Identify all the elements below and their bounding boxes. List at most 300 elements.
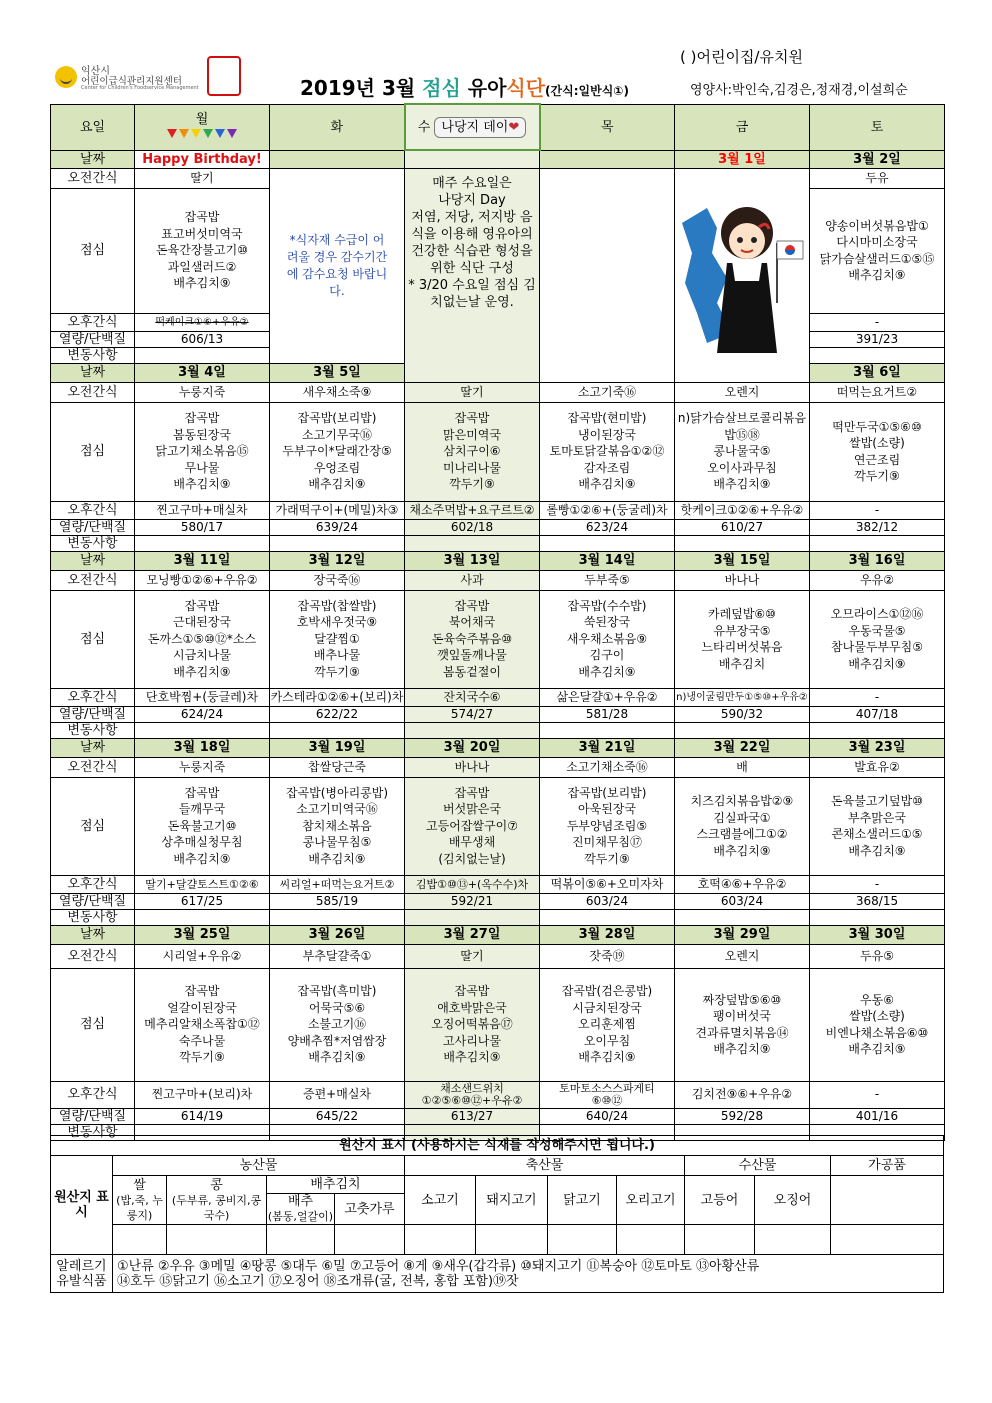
week3-date-row <box>51 551 945 570</box>
lunch-item: 오징어떡볶음⑰ <box>431 1017 513 1032</box>
lunch-item: 잡곡밥(병아리콩밥) <box>285 785 389 800</box>
rainbow-triangles-icon <box>135 127 269 142</box>
week2-cal-row <box>51 519 945 535</box>
header-tue: 화 <box>270 104 405 150</box>
calorie-cell: 592/21 <box>405 893 540 909</box>
origin-input-cell[interactable] <box>548 1225 617 1255</box>
lunch-item: 소고기미역국⑯ <box>296 802 378 817</box>
lunch-item: 배추김치⑨ <box>848 268 906 282</box>
lunch-item: 새우채소볶음⑨ <box>566 631 648 646</box>
row-label-am-snack: 오전간식 <box>51 757 135 777</box>
date-cell: 3월 14일 <box>540 551 675 570</box>
lunch-item: 두부양념조림⑤ <box>566 818 648 833</box>
lunch-item: 배추김치⑨ <box>848 843 906 858</box>
row-label-lunch: 점심 <box>51 777 135 875</box>
pm-snack-cell: 채소주먹밥+요구르트② <box>405 501 540 519</box>
lunch-item: 닭고기채소볶음⑮ <box>155 444 249 459</box>
lunch-item: 양송이버섯볶음밥① <box>825 218 929 233</box>
calorie-cell: 624/24 <box>135 706 270 722</box>
week2-am-row <box>51 382 945 402</box>
lunch-item: 잡곡밥(현미밥) <box>567 411 647 426</box>
calorie-cell: 391/23 <box>810 331 945 347</box>
change-cell <box>540 909 675 925</box>
title-kids: 유아 <box>467 76 507 100</box>
lunch-item: 깍두기⑨ <box>179 1050 225 1065</box>
lunch-item: 잡곡밥 <box>454 785 490 800</box>
lunch-item: 돈육숙주볶음⑩ <box>431 631 513 646</box>
am-snack-cell: 오렌지 <box>675 944 810 968</box>
lunch-item: 메추리알채소폭찹①⑫ <box>144 1017 260 1032</box>
calorie-cell: 368/15 <box>810 893 945 909</box>
origin-table <box>50 1135 944 1293</box>
row-label-calorie: 열량/단백질 <box>51 331 135 347</box>
origin-group-seafood: 수산물 <box>685 1156 831 1176</box>
wed-note-3: 저염, 저당, 저지방 음식을 이용해 영유아의 건강한 식습관 형성을 위한 식단 구성 <box>411 209 533 276</box>
date-cell: 3월 23일 <box>810 738 945 757</box>
lunch-cell <box>540 968 675 1081</box>
row-label-change: 변동사항 <box>51 1124 135 1140</box>
row-label-change: 변동사항 <box>51 909 135 925</box>
lunch-item: 잡곡밥 <box>454 598 490 613</box>
origin-input-cell[interactable] <box>755 1225 831 1255</box>
lunch-item: 깍두기⑨ <box>314 664 360 679</box>
lunch-item: 배추김치⑨ <box>578 1050 636 1065</box>
lunch-item: 비엔나채소볶음⑥⑩ <box>825 1025 929 1040</box>
origin-kimchi: 배추김치 <box>267 1176 405 1194</box>
origin-bean <box>167 1176 267 1225</box>
smile-logo-icon <box>55 66 77 88</box>
change-cell <box>540 535 675 551</box>
menu-table <box>50 103 945 1141</box>
origin-input-cell[interactable] <box>113 1225 167 1255</box>
lunch-item: 잡곡밥 <box>184 210 220 225</box>
am-snack-cell: 부추달걀죽① <box>270 944 405 968</box>
origin-input-cell[interactable] <box>405 1225 476 1255</box>
calorie-cell: 581/28 <box>540 706 675 722</box>
allergy-label: 알레르기 유발식품 <box>51 1255 113 1293</box>
lunch-item: 깍두기⑨ <box>854 469 900 483</box>
lunch-cell <box>810 777 945 875</box>
lunch-item: 아욱된장국 <box>578 802 636 817</box>
calorie-cell: 645/22 <box>270 1108 405 1124</box>
header-label: 요일 <box>51 104 135 150</box>
lunch-item: 느타리버섯볶음 <box>701 640 783 654</box>
row-label-pm-snack: 오후간식 <box>51 1081 135 1108</box>
date-cell: 3월 15일 <box>675 551 810 570</box>
origin-mackerel: 고등어 <box>685 1176 755 1225</box>
change-cell <box>810 347 945 363</box>
lunch-item: 쌀밥(소량) <box>849 1009 905 1023</box>
am-snack-cell: 사과 <box>405 570 540 590</box>
calorie-cell: 590/32 <box>675 706 810 722</box>
date-cell: 3월 6일 <box>810 363 945 382</box>
row-label-lunch: 점심 <box>51 188 135 313</box>
nanadang-badge <box>434 117 526 138</box>
week3-pm-row <box>51 688 945 706</box>
pm-snack-cell: - <box>810 1081 945 1108</box>
calorie-cell: 613/27 <box>405 1108 540 1124</box>
origin-pepper: 고춧가루 <box>335 1194 405 1225</box>
lunch-item: n)닭가슴살브로콜리볶음밥⑮⑱ <box>677 411 807 442</box>
rice-label: 쌀 <box>133 1177 146 1193</box>
calorie-cell: 603/24 <box>540 893 675 909</box>
lunch-item: 소불고기⑯ <box>307 1017 367 1032</box>
lunch-cell <box>135 777 270 875</box>
origin-input-cell[interactable] <box>831 1225 944 1255</box>
lunch-item: 배추김치⑨ <box>578 477 636 492</box>
lunch-cell <box>270 590 405 688</box>
row-label-date: 날짜 <box>51 551 135 570</box>
am-snack-cell: 딸기 <box>405 382 540 402</box>
lunch-item: 깍두기⑨ <box>449 477 495 492</box>
pm-snack-cell: - <box>810 313 945 331</box>
header-wed <box>405 104 540 150</box>
row-label-lunch: 점심 <box>51 590 135 688</box>
nutritionists: 영양사:박인숙,김경은,정재경,이설희순 <box>690 83 908 98</box>
am-snack-cell: 우유② <box>810 570 945 590</box>
lunch-item: 숙주나물 <box>178 1033 226 1048</box>
lunch-item: 미나리나물 <box>443 460 501 475</box>
am-snack-cell: 발효유② <box>810 757 945 777</box>
lunch-item: 잡곡밥 <box>184 411 220 426</box>
lunch-item: 배추김치⑨ <box>173 276 231 291</box>
logo-city: 익산시 <box>81 66 110 77</box>
pm-snack-cell: 증편+매실차 <box>270 1081 405 1108</box>
lunch-item: 배추김치⑨ <box>173 477 231 492</box>
calorie-cell: 622/22 <box>270 706 405 722</box>
lunch-cell <box>270 402 405 501</box>
calorie-cell: 407/18 <box>810 706 945 722</box>
lunch-item: 배추김치⑨ <box>308 851 366 866</box>
lunch-item: 돈육불고기덮밥⑩ <box>831 794 923 808</box>
header-thu: 목 <box>540 104 675 150</box>
lunch-cell <box>405 777 540 875</box>
title-year-month: 2019년 3월 <box>300 76 416 100</box>
date-cell: 3월 19일 <box>270 738 405 757</box>
lunch-item: 견과류멸치볶음⑭ <box>695 1025 789 1040</box>
header-mon <box>135 104 270 150</box>
pm-snack-cell: 토마토소스스파게티⑥⑩⑫ <box>540 1081 675 1108</box>
lunch-item: 떡만두국①⑤⑥⑩ <box>832 419 922 434</box>
lunch-cell <box>540 402 675 501</box>
header-sat: 토 <box>810 104 945 150</box>
lunch-cell <box>675 402 810 501</box>
am-snack-cell: 두유⑤ <box>810 944 945 968</box>
title-diet: 식단 <box>506 76 546 100</box>
lunch-item: 콘채소샐러드①⑤ <box>831 827 923 841</box>
row-label-change: 변동사항 <box>51 347 135 363</box>
date-cell: 3월 21일 <box>540 738 675 757</box>
origin-title-row <box>51 1136 944 1156</box>
pm-snack-cell: 잔치국수⑥ <box>405 688 540 706</box>
empty-thu-cell <box>540 168 675 382</box>
lunch-item: 냉이된장국 <box>578 427 636 442</box>
lunch-item: 배추김치⑨ <box>848 656 906 671</box>
pm-snack-cell: 가래떡구이+(메밀)차③ <box>270 501 405 519</box>
lunch-item: (김치없는날) <box>438 851 506 866</box>
header-fri: 금 <box>675 104 810 150</box>
week4-pm-row <box>51 875 945 893</box>
origin-input-cell[interactable] <box>685 1225 755 1255</box>
lunch-item: 오이무침 <box>583 1033 631 1048</box>
lunch-item: 양배추찜*저염쌈장 <box>287 1033 387 1048</box>
lunch-item: 어묵국⑤⑥ <box>308 1000 366 1015</box>
calorie-cell: 617/25 <box>135 893 270 909</box>
calorie-cell: 614/19 <box>135 1108 270 1124</box>
lunch-item: 깍두기⑨ <box>584 851 630 866</box>
calorie-cell: 602/18 <box>405 519 540 535</box>
date-cell: 3월 5일 <box>270 363 405 382</box>
lunch-item: 고등어잡쌀구이⑦ <box>426 818 518 833</box>
row-label-pm-snack: 오후간식 <box>51 313 135 331</box>
lunch-item: 스크램블에그①② <box>696 827 788 841</box>
row-label-lunch: 점심 <box>51 402 135 501</box>
row-label-calorie: 열량/단백질 <box>51 1108 135 1124</box>
bean-label: 콩 <box>210 1177 223 1193</box>
am-snack-cell: 떠먹는요거트② <box>810 382 945 402</box>
pm-snack-cell: 찐고구마+(보리)차 <box>135 1081 270 1108</box>
origin-group-row <box>51 1156 944 1176</box>
row-label-pm-snack: 오후간식 <box>51 501 135 519</box>
lunch-item: 연근조림 <box>853 452 901 467</box>
row-label-pm-snack: 오후간식 <box>51 688 135 706</box>
lunch-cell <box>540 590 675 688</box>
origin-beef: 소고기 <box>405 1176 476 1225</box>
lunch-item: 잡곡밥(검은콩밥) <box>561 984 653 999</box>
lunch-item: 참치채소볶음 <box>302 818 372 833</box>
lunch-item: 쑥된장국 <box>583 615 631 630</box>
lunch-item: 돈까스①⑤⑩⑫*소스 <box>147 631 257 646</box>
lunch-item: 감자조림 <box>583 460 631 475</box>
date-cell: 3월 1일 <box>675 150 810 168</box>
institution-label: ( )어린이집/유치원 <box>680 48 803 66</box>
row-label-pm-snack: 오후간식 <box>51 875 135 893</box>
lunch-item: 잡곡밥(찹쌀밥) <box>297 598 377 613</box>
pm-snack-cell: - <box>810 875 945 893</box>
lunch-item: 우엉조림 <box>313 460 361 475</box>
lunch-cell <box>135 590 270 688</box>
week2-change-row <box>51 535 945 551</box>
calorie-cell: 610/27 <box>675 519 810 535</box>
origin-input-row <box>51 1225 944 1255</box>
week5-pm-row <box>51 1081 945 1108</box>
calorie-cell: 623/24 <box>540 519 675 535</box>
lunch-item: 토마토닭갈볶음①②⑫ <box>549 444 665 459</box>
date-cell: 3월 2일 <box>810 150 945 168</box>
lunch-cell <box>135 402 270 501</box>
week4-am-row <box>51 757 945 777</box>
origin-rice <box>113 1176 167 1225</box>
change-cell <box>135 909 270 925</box>
calorie-cell: 382/12 <box>810 519 945 535</box>
calorie-cell: 585/19 <box>270 893 405 909</box>
allergy-line-2: ⑭호두 ⑮닭고기 ⑯소고기 ⑰오징어 ⑱조개류(굴, 전복, 홍합 포함)⑲잣 <box>117 1273 519 1289</box>
lunch-item: 깻잎돌깨나물 <box>437 648 507 663</box>
origin-input-cell[interactable] <box>167 1225 267 1255</box>
change-cell <box>810 722 945 738</box>
lunch-item: 우동⑥ <box>860 992 894 1007</box>
origin-cabbage <box>267 1194 335 1225</box>
week5-cal-row <box>51 1108 945 1124</box>
lunch-cell <box>810 402 945 501</box>
lunch-item: 들깨무국 <box>178 802 226 817</box>
lunch-cell <box>405 590 540 688</box>
change-cell <box>810 909 945 925</box>
pm-snack-cell: 떡케이크①⑥+우유② <box>135 313 270 331</box>
lunch-item: 상추매실청무침 <box>161 835 243 850</box>
am-snack-cell: 모닝빵①②⑥+우유② <box>135 570 270 590</box>
lunch-item: 치즈김치볶음밥②⑨ <box>690 794 794 808</box>
lunch-item: 돈육불고기⑩ <box>167 818 237 833</box>
date-cell: 3월 13일 <box>405 551 540 570</box>
change-cell <box>270 722 405 738</box>
header-row <box>51 104 945 150</box>
lunch-item: 달걀찜① <box>314 631 360 646</box>
row-label-date: 날짜 <box>51 738 135 757</box>
nanadang-badge-label: 나당지 데이 <box>441 119 509 135</box>
am-snack-cell: 딸기 <box>405 944 540 968</box>
week4-lunch-row <box>51 777 945 875</box>
pm-snack-cell: 딸기+달걀토스트①②⑥ <box>135 875 270 893</box>
lunch-item: 배추김치⑨ <box>713 477 771 492</box>
date-cell: 3월 28일 <box>540 925 675 944</box>
lunch-item: 김구이 <box>589 648 625 663</box>
pm-snack-cell: 삶은달걀①+우유② <box>540 688 675 706</box>
change-cell <box>675 909 810 925</box>
lunch-item: 배추김치⑨ <box>848 1042 906 1056</box>
am-snack-cell: 누룽지죽 <box>135 382 270 402</box>
lunch-item: 유부장국⑤ <box>713 623 771 638</box>
allergy-row <box>51 1255 944 1293</box>
origin-pork: 돼지고기 <box>476 1176 548 1225</box>
origin-sub-row <box>51 1176 944 1194</box>
am-snack-cell: 잣죽⑲ <box>540 944 675 968</box>
pm-snack-cell: 호떡④⑥+우유② <box>675 875 810 893</box>
am-snack-cell: 소고기채소죽⑯ <box>540 757 675 777</box>
girl-illustration-cell <box>675 168 810 382</box>
origin-processed-cell <box>831 1176 944 1225</box>
lunch-item: 배추김치⑨ <box>173 664 231 679</box>
lunch-cell <box>270 968 405 1081</box>
row-label-am-snack: 오전간식 <box>51 382 135 402</box>
am-snack-cell: 바나나 <box>675 570 810 590</box>
lunch-item: 배추김치⑨ <box>443 1050 501 1065</box>
lunch-item: 잡곡밥 <box>454 411 490 426</box>
lunch-item: 다시마미소장국 <box>836 235 918 249</box>
header-mon-label: 월 <box>195 112 209 127</box>
origin-input-cell[interactable] <box>476 1225 548 1255</box>
calorie-cell: 603/24 <box>675 893 810 909</box>
date-cell: 3월 30일 <box>810 925 945 944</box>
origin-input-cell[interactable] <box>267 1225 335 1255</box>
lunch-cell <box>405 968 540 1081</box>
lunch-item: 버섯맑은국 <box>443 802 501 817</box>
lunch-item: 잡곡밥(흑미밥) <box>297 984 377 999</box>
happy-birthday: Happy Birthday! <box>135 150 270 168</box>
lunch-cell <box>675 590 810 688</box>
lunch-cell <box>675 968 810 1081</box>
lunch-cell <box>540 777 675 875</box>
lunch-item: 얼갈이된장국 <box>167 1000 237 1015</box>
week3-lunch-row <box>51 590 945 688</box>
lunch-item: 시금치나물 <box>173 648 231 663</box>
lunch-item: 콩나물무침⑤ <box>302 835 372 850</box>
lunch-cell <box>405 402 540 501</box>
origin-chicken: 닭고기 <box>548 1176 617 1225</box>
row-label-am-snack: 오전간식 <box>51 570 135 590</box>
change-cell <box>405 909 540 925</box>
date-cell: 3월 25일 <box>135 925 270 944</box>
center-logo <box>55 60 205 98</box>
row-label-date: 날짜 <box>51 925 135 944</box>
pm-snack-cell: n)냉이굴림만두①⑤⑩+우유② <box>675 688 810 706</box>
origin-group-farm: 농산물 <box>113 1156 405 1176</box>
row-label-date: 날짜 <box>51 363 135 382</box>
origin-side-label: 원산지 표시 <box>51 1156 113 1255</box>
lunch-item: 잡곡밥(수수밥) <box>567 598 647 613</box>
origin-input-cell[interactable] <box>617 1225 685 1255</box>
logo-center-name: 어린이급식관리지원센터 <box>81 76 182 87</box>
lunch-item: 잡곡밥(보리밥) <box>297 411 377 426</box>
date-cell: 3월 29일 <box>675 925 810 944</box>
lunch-item: 오리훈제찜 <box>578 1017 636 1032</box>
pm-snack-cell: 씨리얼+떠먹는요거트② <box>270 875 405 893</box>
change-cell <box>135 347 270 363</box>
row-label-calorie: 열량/단백질 <box>51 519 135 535</box>
week2-lunch-row <box>51 402 945 501</box>
lunch-item: 배추김치 <box>718 656 766 671</box>
am-snack-cell: 누룽지죽 <box>135 757 270 777</box>
lunch-item: 배무생채 <box>448 835 496 850</box>
date-cell: 3월 26일 <box>270 925 405 944</box>
lunch-item: 배추김치⑨ <box>713 843 771 858</box>
pm-snack-cell: 핫케이크①②⑥+우유② <box>675 501 810 519</box>
lunch-item: 배추김치⑨ <box>173 851 231 866</box>
nanadang-note-cell <box>405 168 540 382</box>
change-cell <box>675 535 810 551</box>
lunch-cell <box>810 968 945 1081</box>
lunch-item: 배추김치⑨ <box>578 664 636 679</box>
logo-english: Center for Children's Foodservice Management <box>81 85 199 91</box>
wed-note-1: 매주 수요일은 <box>432 175 512 191</box>
lunch-item: 쌀밥(소량) <box>849 436 905 450</box>
lunch-cell <box>810 590 945 688</box>
am-snack-cell: 바나나 <box>405 757 540 777</box>
lunch-item: 참나물두부무침⑤ <box>831 640 923 654</box>
calorie-cell: 580/17 <box>135 519 270 535</box>
lunch-item: 우동국물⑤ <box>848 623 906 638</box>
lunch-item: 콩나물국⑤ <box>713 444 771 459</box>
lunch-item: 오므라이스①⑫⑯ <box>830 607 924 621</box>
allergy-list <box>113 1255 944 1293</box>
pm-snack-cell: 채소샌드위치①②⑤⑥⑩⑫+우유② <box>405 1081 540 1108</box>
date-cell: 3월 18일 <box>135 738 270 757</box>
lunch-item: 시금치된장국 <box>572 1000 642 1015</box>
origin-input-cell[interactable] <box>335 1225 405 1255</box>
lunch-item: 잡곡밥 <box>184 598 220 613</box>
row-label-date: 날짜 <box>51 150 135 168</box>
lunch-item: 배추김치⑨ <box>308 1050 366 1065</box>
pm-snack-cell: 떡볶이⑤⑥+오미자차 <box>540 875 675 893</box>
lunch-item: 애호박맑은국 <box>437 1000 507 1015</box>
rice-sub: (밥,죽, 누룽지) <box>116 1193 163 1222</box>
date-cell: 3월 12일 <box>270 551 405 570</box>
date-cell: 3월 22일 <box>675 738 810 757</box>
lunch-item: 김실파국① <box>713 810 771 825</box>
lunch-item: 배추김치⑨ <box>308 477 366 492</box>
change-cell <box>270 909 405 925</box>
date-cell: 3월 4일 <box>135 363 270 382</box>
